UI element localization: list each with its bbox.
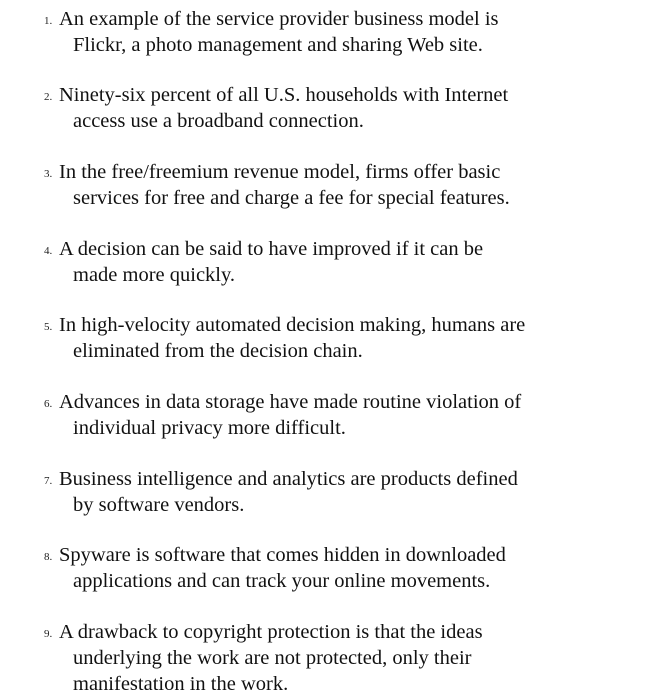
item-text: An example of the service provider business model is Flickr, a photo management and sharing Web site. <box>59 8 499 56</box>
item-number: 5. <box>44 321 53 333</box>
list-item <box>44 619 644 697</box>
item-number: 6. <box>44 398 53 410</box>
list-item <box>44 159 644 211</box>
item-text: Ninety-six percent of all U.S. households with Internet access use a broadband connection. <box>59 84 509 132</box>
item-text: A decision can be said to have improved if it can be made more quickly. <box>59 238 484 286</box>
list-item <box>44 6 644 58</box>
item-text: A drawback to copyright protection is that the ideas underlying the work are not protected, only their manifestation in the work. <box>59 621 483 695</box>
item-number: 4. <box>44 245 53 257</box>
item-text: Business intelligence and analytics are products defined by software vendors. <box>59 468 518 516</box>
item-number: 8. <box>44 551 53 563</box>
list-item <box>44 236 644 288</box>
item-number: 1. <box>44 15 53 27</box>
item-number: 7. <box>44 475 53 487</box>
item-number: 9. <box>44 628 53 640</box>
list-item <box>44 312 644 364</box>
list-item <box>44 389 644 441</box>
list-item <box>44 542 644 594</box>
list-item <box>44 466 644 518</box>
item-text: Advances in data storage have made routine violation of individual privacy more difficult. <box>59 391 522 439</box>
item-number: 3. <box>44 168 53 180</box>
item-text: Spyware is software that comes hidden in downloaded applications and can track your online movements. <box>59 544 506 592</box>
item-number: 2. <box>44 91 53 103</box>
item-text: In the free/freemium revenue model, firms offer basic services for free and charge a fee for special features. <box>59 161 510 209</box>
list-item <box>44 82 644 134</box>
item-text: In high-velocity automated decision making, humans are eliminated from the decision chain. <box>59 314 526 362</box>
